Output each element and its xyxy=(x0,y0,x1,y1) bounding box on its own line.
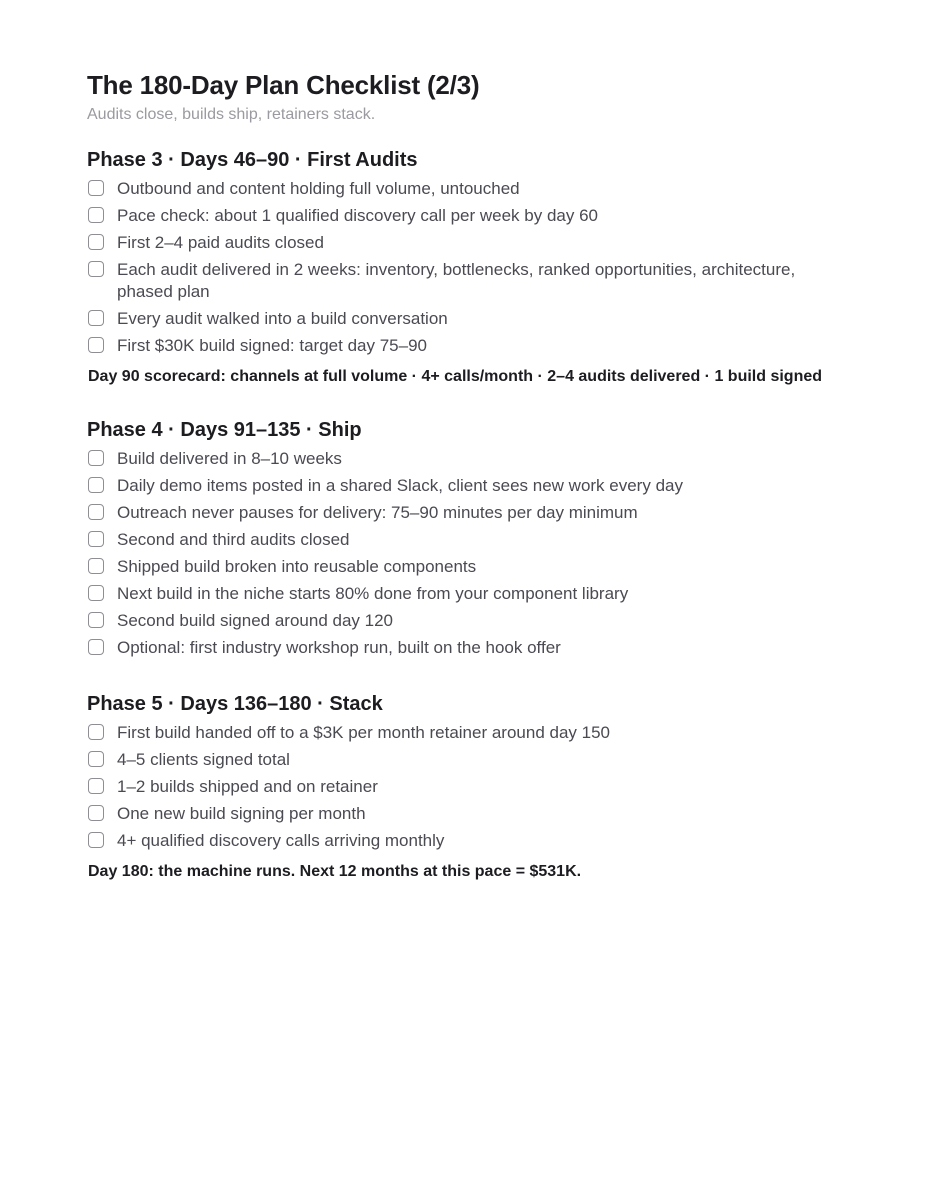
checklist-item xyxy=(87,774,848,801)
checkbox[interactable] xyxy=(88,234,104,250)
checklist-item xyxy=(87,527,848,554)
page-subtitle: Audits close, builds ship, retainers stack. xyxy=(87,106,376,123)
phase-heading: Phase 4 · Days 91–135 · Ship xyxy=(87,419,362,441)
checklist-item xyxy=(87,446,848,473)
checklist-item xyxy=(87,176,848,203)
phase-5-section xyxy=(87,690,848,883)
checklist-item-label: 4–5 clients signed total xyxy=(117,750,290,769)
checklist-item-label: Outbound and content holding full volume, untouched xyxy=(117,179,520,198)
checklist-item-label: First build handed off to a $3K per month retainer around day 150 xyxy=(117,723,611,742)
checklist-item xyxy=(87,333,848,360)
checklist-item xyxy=(87,230,848,257)
checkbox[interactable] xyxy=(88,261,104,277)
checkbox[interactable] xyxy=(88,639,104,655)
checkbox[interactable] xyxy=(88,337,104,353)
checklist xyxy=(87,720,848,855)
checklist-item xyxy=(87,635,848,662)
checklist-item xyxy=(87,500,848,527)
phase-4-section xyxy=(87,416,848,662)
checklist-item xyxy=(87,828,848,855)
checkbox[interactable] xyxy=(88,724,104,740)
checkbox[interactable] xyxy=(88,778,104,794)
page-title: The 180-Day Plan Checklist (2/3) xyxy=(87,70,480,100)
checklist-item xyxy=(87,306,848,333)
checkbox[interactable] xyxy=(88,477,104,493)
checklist-item-label: Shipped build broken into reusable components xyxy=(117,557,477,576)
checklist xyxy=(87,446,848,662)
checkbox[interactable] xyxy=(88,310,104,326)
checklist-item xyxy=(87,473,848,500)
phase-scorecard: Day 90 scorecard: channels at full volume · 4+ calls/month · 2–4 audits delivered · 1 build signed xyxy=(88,368,823,385)
phase-heading: Phase 3 · Days 46–90 · First Audits xyxy=(87,149,418,171)
checkbox[interactable] xyxy=(88,558,104,574)
checklist-item-label: 4+ qualified discovery calls arriving monthly xyxy=(117,831,445,850)
checklist-item-label: Pace check: about 1 qualified discovery call per week by day 60 xyxy=(117,206,598,225)
phase-3-section xyxy=(87,146,848,388)
checkbox[interactable] xyxy=(88,450,104,466)
checklist-item-label: Daily demo items posted in a shared Slack, client sees new work every day xyxy=(117,476,683,495)
checklist-item xyxy=(87,747,848,774)
phase-scorecard: Day 180: the machine runs. Next 12 months at this pace = $531K. xyxy=(88,863,582,880)
checklist-item-label: Second build signed around day 120 xyxy=(117,611,393,630)
checklist-item xyxy=(87,203,848,230)
checkbox[interactable] xyxy=(88,180,104,196)
checklist-item xyxy=(87,801,848,828)
checklist-item-label: Each audit delivered in 2 weeks: inventory, bottlenecks, ranked opportunities, architecture, phased plan xyxy=(117,260,796,301)
checklist-item-label: First 2–4 paid audits closed xyxy=(117,233,324,252)
checkbox[interactable] xyxy=(88,585,104,601)
checklist-item xyxy=(87,581,848,608)
checkbox[interactable] xyxy=(88,805,104,821)
phase-heading: Phase 5 · Days 136–180 · Stack xyxy=(87,693,383,715)
checklist xyxy=(87,176,848,360)
checkbox[interactable] xyxy=(88,504,104,520)
checkbox[interactable] xyxy=(88,207,104,223)
checkbox[interactable] xyxy=(88,751,104,767)
checkbox[interactable] xyxy=(88,531,104,547)
checklist-item xyxy=(87,720,848,747)
checklist-item-label: Build delivered in 8–10 weeks xyxy=(117,449,342,468)
checklist-item xyxy=(87,257,848,306)
checklist-item-label: Next build in the niche starts 80% done from your component library xyxy=(117,584,629,603)
checkbox[interactable] xyxy=(88,612,104,628)
checklist-item-label: Outreach never pauses for delivery: 75–90 minutes per day minimum xyxy=(117,503,638,522)
checklist-item-label: 1–2 builds shipped and on retainer xyxy=(117,777,378,796)
checklist-item-label: Every audit walked into a build conversation xyxy=(117,309,448,328)
checklist-item-label: One new build signing per month xyxy=(117,804,366,823)
checklist-item-label: Optional: first industry workshop run, built on the hook offer xyxy=(117,638,561,657)
checklist-item-label: Second and third audits closed xyxy=(117,530,350,549)
checklist-item xyxy=(87,554,848,581)
checklist-item xyxy=(87,608,848,635)
checkbox[interactable] xyxy=(88,832,104,848)
checklist-item-label: First $30K build signed: target day 75–90 xyxy=(117,336,427,355)
